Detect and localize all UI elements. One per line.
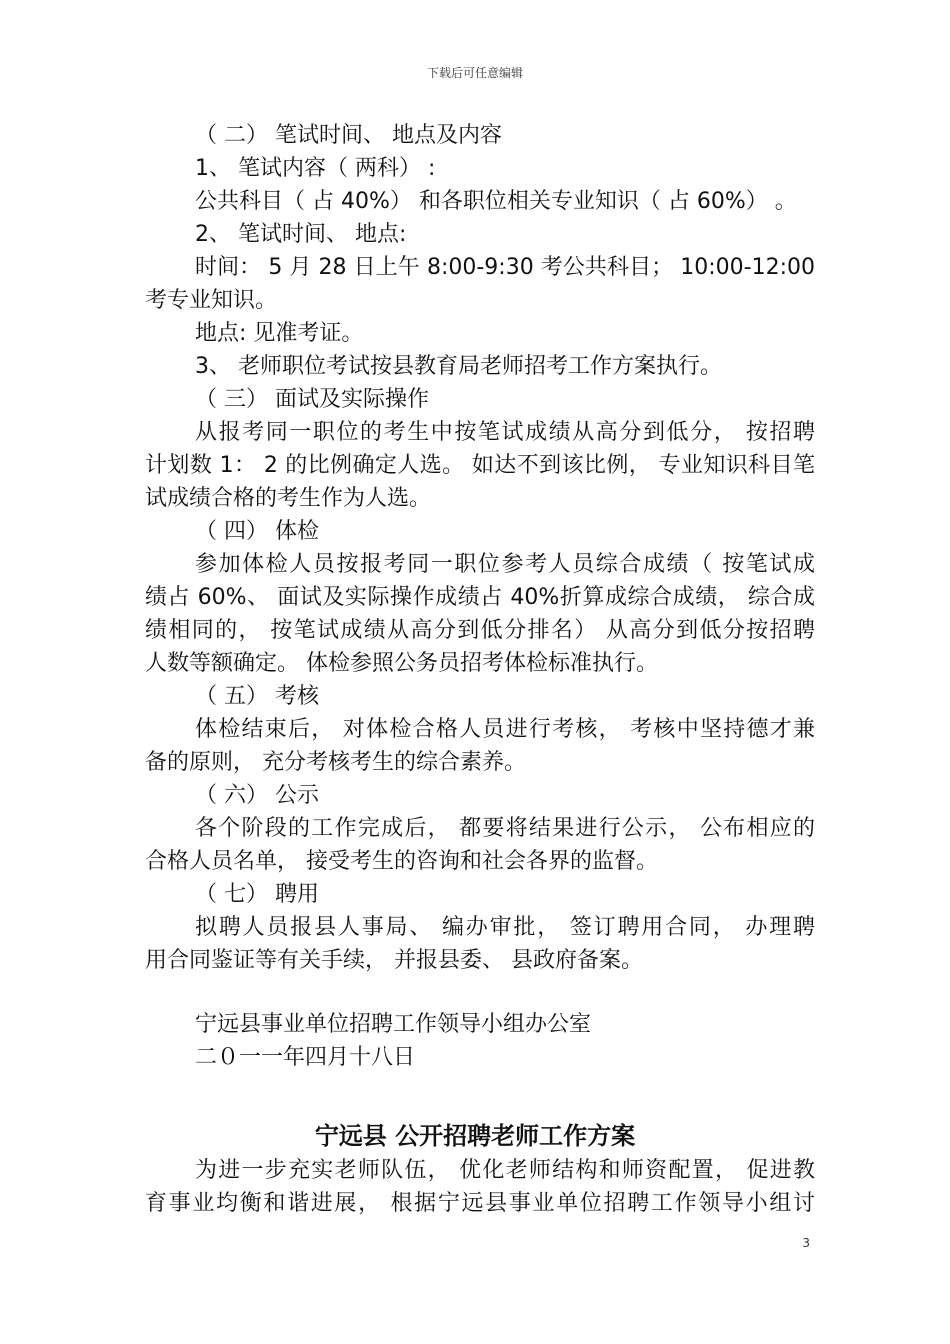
paragraph-line: 备的原则， 充分考核考生的综合素养。 (145, 750, 526, 775)
document-title: 宁远县 公开招聘老师工作方案 (314, 1122, 636, 1150)
section-heading-employment: （ 七） 聘用 (195, 882, 319, 907)
paragraph-line: 体检结束后， 对体检合格人员进行考核， 考核中坚持德才兼 (195, 717, 815, 742)
paragraph-line: 育事业均衡和谐进展， 根据宁远县事业单位招聘工作领导小组讨 (145, 1191, 815, 1216)
paragraph-line: 公共科目（ 占 40%） 和各职位相关专业知识（ 占 60%） 。 (195, 189, 797, 214)
paragraph-line: 拟聘人员报县人事局、 编办审批， 签订聘用合同， 办理聘 (195, 915, 815, 940)
section-heading-publicity: （ 六） 公示 (195, 783, 319, 808)
paragraph-line: 计划数 1： 2 的比例确定人选。 如达不到该比例， 专业知识科目笔 (145, 453, 815, 478)
paragraph-line: 从报考同一职位的考生中按笔试成绩从高分到低分， 按招聘 (195, 420, 815, 445)
paragraph-line: 1、 笔试内容（ 两科） : (195, 156, 436, 181)
paragraph-line: 试成绩合格的考生作为人选。 (145, 486, 432, 511)
paragraph-line: 合格人员名单， 接受考生的咨询和社会各界的监督。 (145, 849, 658, 874)
section-heading-medical: （ 四） 体检 (195, 519, 319, 544)
paragraph-line: 2、 笔试时间、 地点: (195, 222, 407, 247)
paragraph-line: 地点: 见准考证。 (195, 321, 364, 346)
paragraph-line: 人数等额确定。 体检参照公务员招考体检标准执行。 (145, 651, 658, 676)
signature-date: 二０一一年四月十八日 (195, 1045, 416, 1070)
paragraph-line: 绩相同的， 按笔试成绩从高分到低分排名） 从高分到低分按招聘 (145, 618, 815, 643)
paragraph-line: 时间： 5 月 28 日上午 8:00-9:30 考公共科目； 10:00-12:00 (195, 255, 815, 280)
paragraph-line: 参加体检人员按报考同一职位参考人员综合成绩（ 按笔试成 (195, 552, 815, 577)
paragraph-line: 考专业知识。 (145, 288, 278, 313)
section-heading-assessment: （ 五） 考核 (195, 684, 319, 709)
section-heading-interview: （ 三） 面试及实际操作 (195, 387, 429, 412)
paragraph-line: 绩占 60%、 面试及实际操作成绩占 40%折算成综合成绩， 综合成 (145, 585, 815, 610)
header-note: 下载后可任意编辑 (426, 66, 523, 80)
paragraph-line: 3、 老师职位考试按县教育局老师招考工作方案执行。 (195, 354, 722, 379)
signature-office: 宁远县事业单位招聘工作领导小组办公室 (195, 1012, 592, 1037)
section-heading-written-exam: （ 二） 笔试时间、 地点及内容 (195, 123, 502, 148)
paragraph-line: 为进一步充实老师队伍， 优化老师结构和师资配置， 促进教 (195, 1158, 815, 1183)
paragraph-line: 用合同鉴证等有关手续， 并报县委、 县政府备案。 (145, 948, 643, 973)
page-number: 3 (802, 1236, 810, 1250)
paragraph-line: 各个阶段的工作完成后， 都要将结果进行公示， 公布相应的 (195, 816, 815, 841)
